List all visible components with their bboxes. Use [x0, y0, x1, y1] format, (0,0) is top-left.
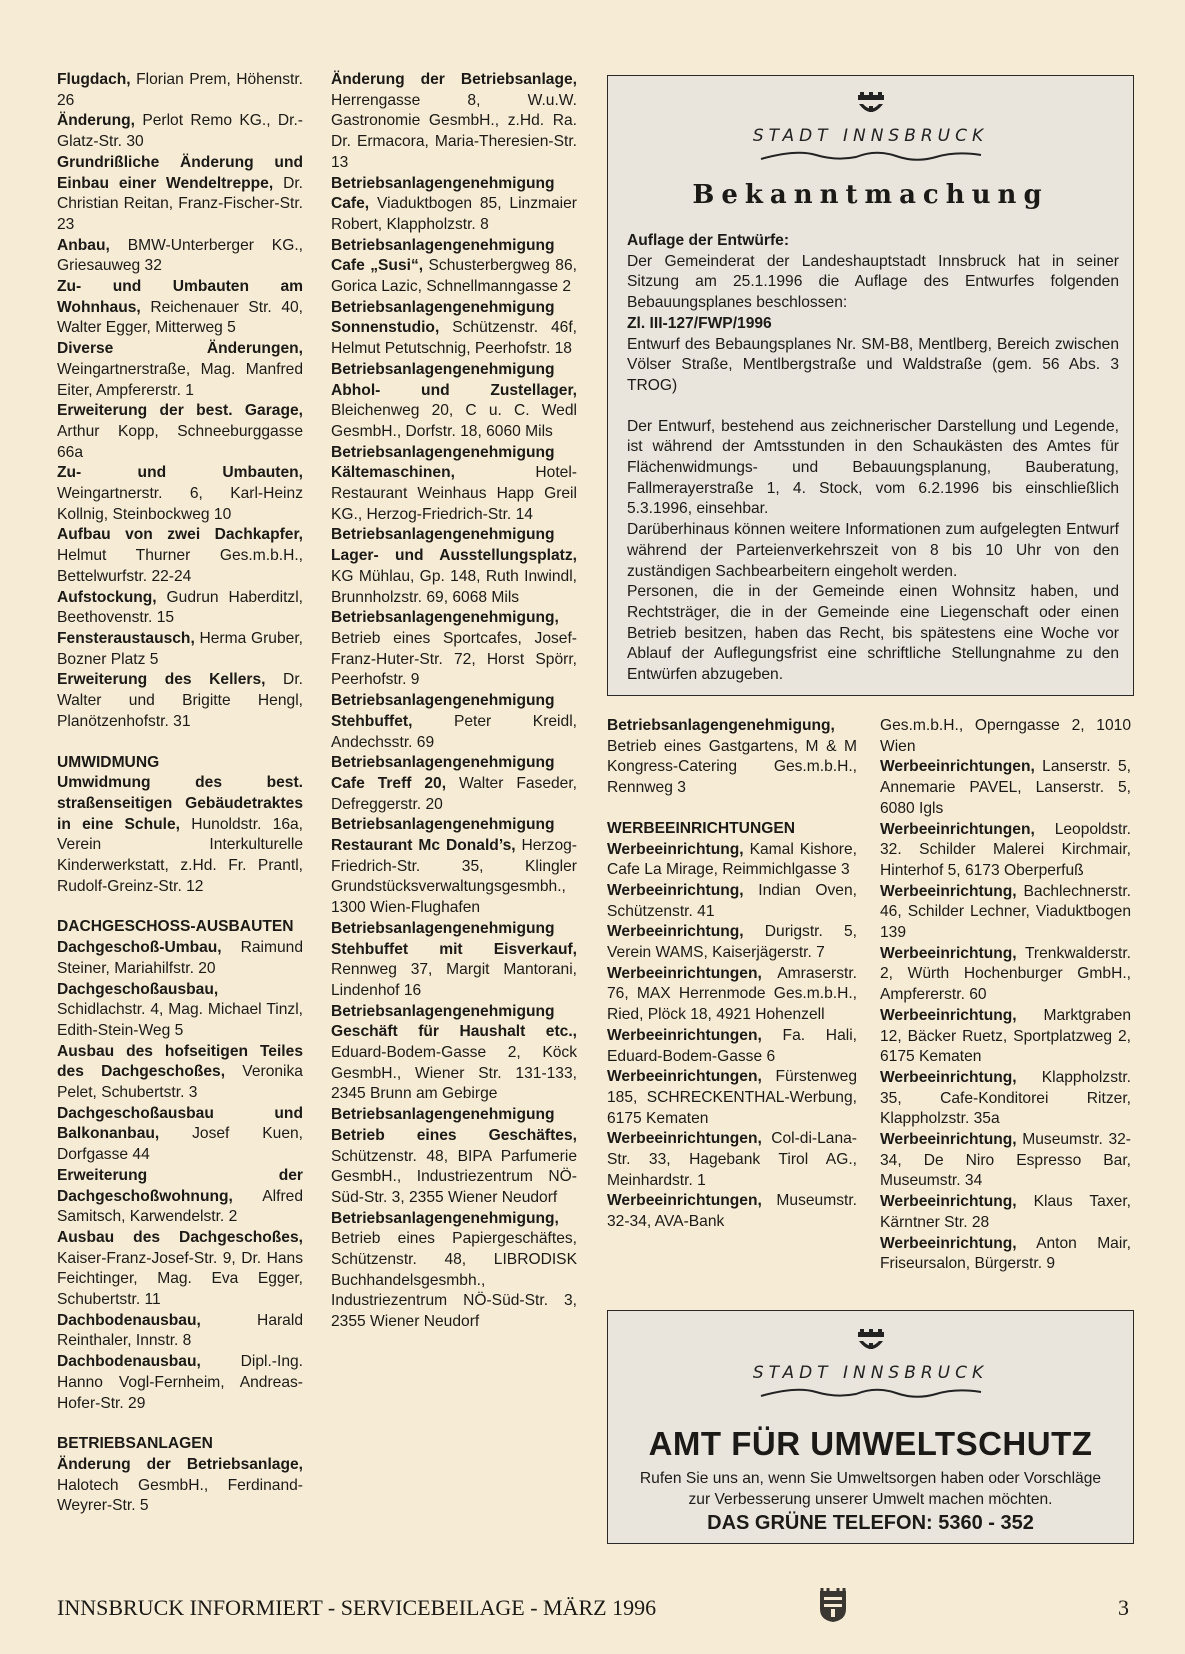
stadt-innsbruck-label: STADT INNSBRUCK	[752, 1363, 989, 1383]
listing-entry	[331, 236, 577, 298]
listing-entry	[331, 691, 577, 753]
listing-entry	[607, 716, 857, 799]
listing-entry	[331, 815, 577, 919]
listing-entry	[57, 629, 303, 670]
listing-entry	[607, 1129, 857, 1191]
listing-entry	[607, 881, 857, 922]
entry-details: Gudrun Haberditzl, Beethovenstr. 15	[57, 588, 303, 627]
entry-details: Eduard-Bodem-Gasse 2, Köck GesmbH., Wiener Str. 131-133, 2345 Brunn am Gebirge	[331, 1044, 577, 1103]
entry-title: Betriebsanlagengenehmigung Cafe,	[331, 174, 555, 213]
page-number: 3	[1118, 1595, 1129, 1620]
entry-details: Dr. Christian Reitan, Franz-Fischer-Str. 23	[57, 174, 303, 233]
entry-details: Lanserstr. 5, Annemarie PAVEL, Lanserstr. 5, 6080 Igls	[880, 758, 1131, 817]
entry-details: Marktgraben 12, Bäcker Ruetz, Sportplatzweg 2, 6175 Kematen	[880, 1006, 1131, 1066]
entry-title: Diverse Änderungen,	[57, 340, 303, 358]
entry-details: Reichenauer Str. 40, Walter Egger, Mitterweg 5	[57, 298, 303, 337]
entry-details: Josef Kuen, Dorfgasse 44	[57, 1125, 303, 1164]
listing-entry	[331, 919, 577, 1002]
entry-details: Schidlachstr. 4, Mag. Michael Tinzl, Edith-Stein-Weg 5	[57, 1001, 303, 1039]
entry-title: Betriebsanlagengenehmigung Kältemaschinen,	[331, 443, 555, 482]
entry-details: Schützenstr. 48, BIPA Parfumerie GesmbH., Industriezentrum NÖ-Süd-Str. 3, 2355 Wiener Neudorf	[331, 1147, 577, 1206]
entry-details: Betrieb eines Gastgartens, M & M Kongress-Catering Ges.m.b.H., Rennweg 3	[607, 737, 857, 797]
entry-title: Werbeeinrichtung,	[880, 944, 1017, 962]
listing-entry	[880, 1068, 1131, 1130]
listing-entry	[57, 1455, 303, 1517]
column-1	[57, 70, 303, 1517]
city-crest-icon	[856, 92, 886, 118]
listing-entry	[880, 1192, 1131, 1233]
entry-details: Halotech GesmbH., Ferdinand-Weyrer-Str. 5	[57, 1476, 303, 1515]
listing-entry	[57, 1228, 303, 1311]
notice-paragraph: Der Entwurf, bestehend aus zeichnerischer Darstellung und Legende, ist während der Amtsstunden in den Schaukästen des Amtes für Flächenwidmungs- und Bebauungsplanung, Bauberatung, Fallmerayerstraße 1, 4. Stock, vom 6.2.1996 bis einschließlich 5.3.1996, einsehbar.	[627, 417, 1119, 518]
listing-entry	[57, 401, 303, 463]
entry-details: Walter Faseder, Defreggerstr. 20	[331, 774, 577, 813]
swirl-decoration	[756, 147, 986, 165]
listing-entry	[57, 111, 303, 152]
entry-title: Betriebsanlagengenehmigung Stehbuffet,	[331, 692, 555, 730]
entry-title: Änderung der Betriebsanlage,	[331, 71, 577, 88]
listing-entry	[880, 1006, 1131, 1068]
entry-details: Klappholzstr. 35, Cafe-Konditorei Ritzer, Klappholzstr. 35a	[880, 1068, 1131, 1128]
listing-entry	[880, 1130, 1131, 1192]
entry-title: Betriebsanlagengenehmigung,	[607, 717, 835, 734]
bekanntmachung-box	[607, 75, 1134, 696]
entry-details: Kamal Kishore, Cafe La Mirage, Reimmichlgasse 3	[607, 840, 857, 879]
entry-details: Viaduktbogen 85, Linzmaier Robert, Klappholzstr. 8	[331, 195, 577, 233]
entry-title: Werbeeinrichtung,	[607, 923, 744, 941]
entry-title: Dachgeschoß-Umbau,	[57, 939, 222, 957]
entry-title: Umwidmung des best. straßenseitigen Gebäudetraktes in eine Schule,	[57, 774, 303, 833]
listing-entry	[880, 716, 1131, 757]
entry-title: Änderung der Betriebsanlage,	[57, 1456, 303, 1473]
entry-details: Museumstr. 32-34, De Niro Espresso Bar, Museumstr. 34	[880, 1131, 1131, 1190]
section-heading: DACHGESCHOSS-AUSBAUTEN	[57, 918, 294, 936]
entry-details: Col-di-Lana-Str. 33, Hagebank Tirol AG., Meinhardstr. 1	[607, 1130, 857, 1189]
listing-entry	[880, 757, 1131, 819]
entry-details: Fa. Hali, Eduard-Bodem-Gasse 6	[607, 1026, 857, 1065]
entry-title: Werbeeinrichtung,	[880, 1234, 1017, 1252]
entry-details: Klaus Taxer, Kärntner Str. 28	[880, 1193, 1131, 1231]
entry-title: Werbeeinrichtung,	[880, 1193, 1017, 1211]
entry-details: Kaiser-Franz-Josef-Str. 9, Dr. Hans Feichtinger, Mag. Eva Egger, Schubertstr. 11	[57, 1249, 303, 1309]
crest-icon	[819, 1587, 847, 1623]
entry-details: Hotel-Restaurant Weinhaus Happ Greil KG., Herzog-Friedrich-Str. 14	[331, 464, 577, 523]
listing-entry	[57, 588, 303, 629]
listing-entry	[331, 1209, 577, 1333]
amt-phone: DAS GRÜNE TELEFON: 5360 - 352	[707, 1512, 1034, 1534]
listing-entry	[331, 443, 577, 526]
entry-details: Arthur Kopp, Schneeburggasse 66a	[57, 422, 303, 461]
entry-details: Betrieb eines Papiergeschäftes, Schützenstr. 48, LIBRODISK Buchhandelsgesmbh., Industriezentrum NÖ-Süd-Str. 3, 2355 Wiener Neudorf	[331, 1230, 577, 1331]
entry-title: Erweiterung der best. Garage,	[57, 402, 303, 420]
column-4	[880, 716, 1131, 1275]
listing-entry	[57, 70, 303, 111]
entry-title: Ausbau des hofseitigen Teiles des Dachgeschoßes,	[57, 1042, 303, 1081]
entry-title: Änderung,	[57, 112, 135, 130]
section-heading: UMWIDMUNG	[57, 753, 160, 771]
listing-entry	[57, 1042, 303, 1104]
notice-paragraph: Entwurf des Bebaungsplanes Nr. SM-B8, Mentlberg, Bereich zwischen Völser Straße, Mentlbergstraße und Waldstraße (gem. 56 Abs. 3 TROG)	[627, 335, 1119, 394]
listing-entry	[331, 1002, 577, 1106]
entry-title: Betriebsanlagengenehmigung Cafe „Susi“,	[331, 236, 555, 275]
listing-entry	[331, 608, 577, 691]
entry-title: Werbeeinrichtungen,	[880, 820, 1035, 838]
listing-entry	[57, 1311, 303, 1352]
entry-details: Florian Prem, Höhenstr. 26	[57, 71, 303, 109]
entry-details: Herma Gruber, Bozner Platz 5	[57, 629, 303, 668]
entry-title: Dachbodenausbau,	[57, 1353, 201, 1371]
section-heading: BETRIEBSANLAGEN	[57, 1435, 213, 1453]
entry-title: Betriebsanlagengenehmigung,	[331, 609, 559, 627]
listing-entry	[331, 525, 577, 608]
entry-title: Betriebsanlagengenehmigung Stehbuffet mit Eisverkauf,	[331, 919, 577, 958]
listing-entry	[331, 298, 577, 360]
entry-title: Werbeeinrichtungen,	[607, 1130, 762, 1148]
entry-details: Schützenstr. 46f, Helmut Petutschnig, Peerhofstr. 18	[331, 319, 577, 358]
entry-title: Flugdach,	[57, 71, 131, 88]
listing-entry	[880, 882, 1131, 944]
entry-title: Erweiterung der Dachgeschoßwohnung,	[57, 1166, 303, 1205]
entry-title: Betriebsanlagengenehmigung Abhol- und Zustellager,	[331, 360, 577, 399]
entry-title: Grundrißliche Änderung und Einbau einer Wendeltreppe,	[57, 153, 303, 192]
entry-details: Ges.m.b.H., Operngasse 2, 1010 Wien	[880, 717, 1131, 755]
entry-details: BMW-Unterberger KG., Griesauweg 32	[57, 236, 303, 275]
entry-title: Werbeeinrichtung,	[880, 882, 1017, 900]
entry-title: Betriebsanlagengenehmigung Sonnenstudio,	[331, 298, 555, 337]
entry-title: Betriebsanlagengenehmigung Cafe Treff 20,	[331, 754, 555, 792]
listing-entry	[57, 339, 303, 401]
notice-title: Bekanntmachung	[692, 180, 1049, 210]
footer-title: INNSBRUCK INFORMIERT - SERVICEBEILAGE - MÄRZ 1996	[57, 1595, 657, 1620]
entry-details: Helmut Thurner Ges.m.b.H., Bettelwurfstr. 22-24	[57, 547, 303, 585]
notice-reference: Zl. III-127/FWP/1996	[627, 314, 772, 332]
listing-entry	[57, 277, 303, 339]
entry-details: Veronika Pelet, Schubertstr. 3	[57, 1063, 303, 1102]
entry-title: Aufstockung,	[57, 588, 157, 606]
listing-entry	[57, 1166, 303, 1228]
entry-details: Herzog-Friedrich-Str. 35, Klingler Grundstücksverwaltungsgesmbh., 1300 Wien-Flughafen	[331, 837, 577, 917]
entry-title: Werbeeinrichtung,	[880, 1006, 1017, 1024]
listing-entry	[607, 1026, 857, 1067]
listing-entry	[331, 753, 577, 815]
entry-details: Hunoldstr. 16a, Verein Interkulturelle Kinderwerkstatt, z.Hd. Fr. Prantl, Rudolf-Greinz-Str. 12	[57, 815, 303, 895]
entry-title: Werbeeinrichtung,	[607, 881, 744, 899]
entry-title: Betriebsanlagengenehmigung Lager- und Ausstellungsplatz,	[331, 526, 577, 565]
swirl-decoration	[756, 1384, 986, 1402]
entry-details: Fürstenweg 185, SCHRECKENTHAL-Werbung, 6175 Kematen	[607, 1068, 857, 1127]
page-footer	[57, 1595, 1129, 1625]
listing-entry	[331, 70, 577, 174]
listing-entry	[57, 236, 303, 277]
entry-details: Alfred Samitsch, Karwendelstr. 2	[57, 1187, 303, 1226]
entry-title: Aufbau von zwei Dachkapfer,	[57, 526, 303, 544]
notice-paragraph: Der Gemeinderat der Landeshauptstadt Innsbruck hat in seiner Sitzung am 25.1.1996 die Auflage des Entwurfes folgenden Bebauungsplanes beschlossen:	[627, 252, 1119, 312]
entry-details: Weingartnerstr. 6, Karl-Heinz Kollnig, Steinbockweg 10	[57, 485, 303, 523]
entry-title: Werbeeinrichtungen,	[607, 1068, 762, 1086]
entry-details: Bachlechnerstr. 46, Schilder Lechner, Viaduktbogen 139	[880, 882, 1131, 942]
entry-details: Durigstr. 5, Verein WAMS, Kaiserjägerstr. 7	[607, 923, 857, 962]
entry-title: Dachgeschoßausbau,	[57, 980, 219, 998]
listing-entry	[880, 1234, 1131, 1275]
entry-title: Dachgeschoßausbau und Balkonanbau,	[57, 1104, 303, 1143]
entry-title: Werbeeinrichtung,	[880, 1131, 1017, 1149]
entry-details: Leopoldstr. 32. Schilder Malerei Kirchmair, Hinterhof 5, 6173 Oberperfuß	[880, 820, 1131, 879]
notice-body	[627, 231, 1119, 686]
entry-title: Werbeeinrichtungen,	[607, 964, 762, 982]
listing-entry	[57, 463, 303, 525]
entry-title: Betriebsanlagengenehmigung Restaurant Mc Donald’s,	[331, 816, 555, 855]
column-3	[607, 716, 857, 1233]
notice-paragraph: Personen, die in der Gemeinde einen Wohnsitz haben, und Rechtsträger, die in der Gemeinde eine Liegenschaft oder einen Betrieb besitzen, haben das Recht, bis spätestens eine Woche vor Ablauf der Auflegungsfrist eine schriftliche Stellungnahme zu den Entwürfen abzugeben.	[627, 583, 1119, 684]
umweltschutz-box	[607, 1310, 1134, 1544]
entry-details: Betrieb eines Sportcafes, Josef-Franz-Huter-Str. 72, Horst Spörr, Peerhofstr. 9	[331, 629, 577, 689]
listing-entry	[57, 525, 303, 587]
column-2	[331, 70, 577, 1333]
listing-entry	[57, 1352, 303, 1414]
listing-entry	[607, 922, 857, 963]
entry-details: KG Mühlau, Gp. 148, Ruth Inwindl, Brunnholzstr. 69, 6068 Mils	[331, 567, 577, 606]
city-crest-icon	[856, 1329, 886, 1355]
entry-title: Betriebsanlagengenehmigung,	[331, 1209, 559, 1227]
entry-title: Erweiterung des Kellers,	[57, 671, 266, 689]
listing-entry	[607, 1067, 857, 1129]
listing-entry	[57, 980, 303, 1042]
entry-details: Anton Mair, Friseursalon, Bürgerstr. 9	[880, 1234, 1131, 1273]
notice-subtitle: Auflage der Entwürfe:	[627, 232, 790, 249]
entry-title: Zu- und Umbauten am Wohnhaus,	[57, 278, 303, 316]
listing-entry	[331, 1105, 577, 1209]
entry-title: Werbeeinrichtungen,	[880, 758, 1035, 776]
notice-paragraph: Darüberhinaus können weitere Informationen zum aufgelegten Entwurf während der Parteienverkehrszeit von 8 bis 10 Uhr von den zuständigen Sachbearbeitern eingeholt werden.	[627, 521, 1119, 580]
entry-details: Indian Oven, Schützenstr. 41	[607, 881, 857, 920]
entry-details: Rennweg 37, Margit Mantorani, Lindenhof 16	[331, 961, 577, 999]
entry-details: Perlot Remo KG., Dr.-Glatz-Str. 30	[57, 112, 303, 151]
entry-details: Trenkwalderstr. 2, Würth Hochenburger GmbH., Ampfererstr. 60	[880, 944, 1131, 1004]
listing-entry	[880, 820, 1131, 882]
entry-title: Werbeeinrichtungen,	[607, 1026, 762, 1044]
entry-details: Herrengasse 8, W.u.W. Gastronomie GesmbH., z.Hd. Ra. Dr. Ermacora, Maria-Theresien-Str. 13	[331, 91, 577, 171]
entry-title: Werbeeinrichtungen,	[607, 1192, 762, 1210]
entry-title: Werbeeinrichtung,	[880, 1068, 1017, 1086]
entry-title: Anbau,	[57, 236, 110, 254]
entry-details: Weingartnerstraße, Mag. Manfred Eiter, Ampfererstr. 1	[57, 360, 303, 399]
entry-title: Dachbodenausbau,	[57, 1311, 201, 1329]
stadt-innsbruck-label: STADT INNSBRUCK	[752, 126, 989, 146]
listing-entry	[607, 840, 857, 881]
entry-details: Harald Reinthaler, Innstr. 8	[57, 1311, 303, 1350]
listing-entry	[607, 964, 857, 1026]
listing-entry	[57, 1104, 303, 1166]
entry-title: Zu- und Umbauten,	[57, 464, 303, 482]
amt-title: AMT FÜR UMWELTSCHUTZ	[648, 1425, 1093, 1462]
listing-entry	[57, 938, 303, 979]
listing-entry	[57, 773, 303, 897]
entry-title: Werbeeinrichtung,	[607, 840, 744, 858]
entry-title: Betriebsanlagengenehmigung Betrieb eines Geschäftes,	[331, 1106, 577, 1144]
entry-title: Betriebsanlagengenehmigung Geschäft für Haushalt etc.,	[331, 1002, 577, 1041]
entry-details: Peter Kreidl, Andechsstr. 69	[331, 712, 577, 751]
entry-details: Amraserstr. 76, MAX Herrenmode Ges.m.b.H., Ried, Plöck 18, 4921 Hohenzell	[607, 964, 857, 1024]
listing-entry	[57, 153, 303, 236]
entry-title: Ausbau des Dachgeschoßes,	[57, 1228, 303, 1246]
entry-title: Fensteraustausch,	[57, 629, 195, 647]
listing-entry	[57, 670, 303, 732]
entry-details: Schusterbergweg 86, Gorica Lazic, Schnellmanngasse 2	[331, 257, 577, 296]
listing-entry	[331, 174, 577, 236]
amt-text: Rufen Sie uns an, wenn Sie Umweltsorgen haben oder Vorschläge zur Verbesserung unserer Umwelt machen möchten.	[639, 1470, 1102, 1508]
section-heading: WERBEEINRICHTUNGEN	[607, 819, 795, 837]
listing-entry	[607, 1191, 857, 1232]
entry-details: Museumstr. 32-34, AVA-Bank	[607, 1192, 857, 1231]
entry-details: Dipl.-Ing. Hanno Vogl-Fernheim, Andreas-Hofer-Str. 29	[57, 1353, 303, 1412]
entry-details: Raimund Steiner, Mariahilfstr. 20	[57, 939, 303, 977]
entry-details: Bleichenweg 20, C u. C. Wedl GesmbH., Dorfstr. 18, 6060 Mils	[331, 402, 577, 440]
entry-details: Dr. Walter und Brigitte Hengl, Planötzenhofstr. 31	[57, 671, 303, 730]
listing-entry	[880, 944, 1131, 1006]
listing-entry	[331, 360, 577, 443]
